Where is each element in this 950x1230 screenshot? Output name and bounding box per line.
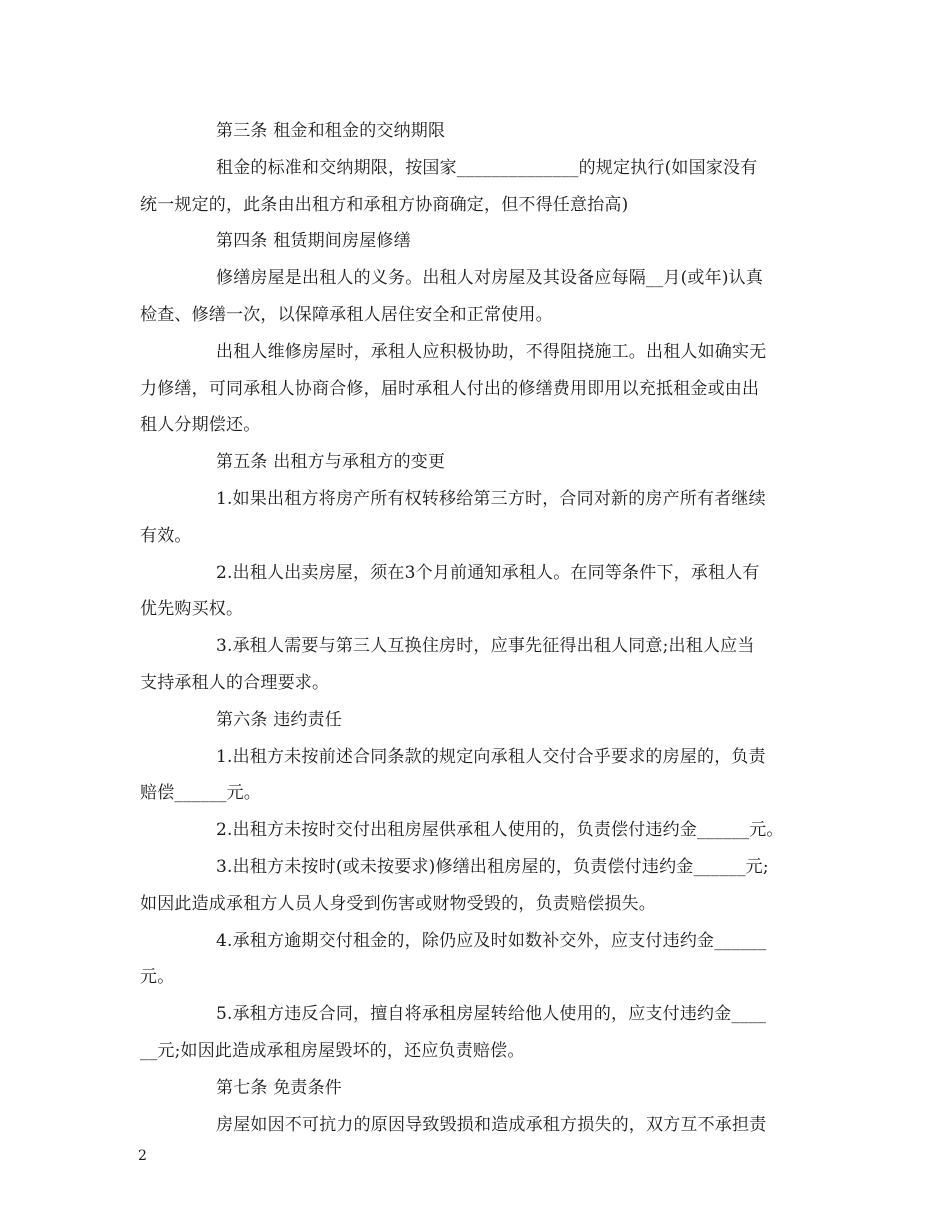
document-line: __元;如因此造成承租房屋毁坏的，还应负责赔偿。 [140, 1040, 525, 1061]
document-line: 第三条 租金和租金的交纳期限 [216, 121, 446, 141]
document-line: 2.出租方未按时交付出租房屋供承租人使用的，负责偿付违约金______元。 [216, 820, 784, 841]
document-line: 有效。 [140, 525, 192, 546]
document-line: 3.承租人需要与第三人互换住房时，应事先征得出租人同意;出租人应当 [216, 636, 755, 657]
document-line: 第四条 租赁期间房屋修缮 [216, 231, 411, 252]
document-line: 元。 [140, 967, 175, 988]
document-line: 第五条 出租方与承租方的变更 [216, 452, 446, 473]
document-line: 如因此造成承租方人员人身受到伤害或财物受毁的，负责赔偿损失。 [140, 893, 656, 914]
document-line: 优先购买权。 [140, 599, 244, 620]
document-line: 租金的标准和交纳期限，按国家______________的规定执行(如国家没有 [216, 157, 758, 178]
document-line: 租人分期偿还。 [140, 415, 261, 436]
document-line: 统一规定的，此条由出租方和承租方协商确定，但不得任意抬高) [140, 194, 629, 215]
document-line: 第六条 违约责任 [216, 709, 343, 730]
document-line: 修缮房屋是出租人的义务。出租人对房屋及其设备应每隔__月(或年)认真 [216, 268, 764, 289]
document-line: 5.承租方违反合同，擅自将承租房屋转给他人使用的，应支付违约金____ [216, 1004, 767, 1025]
document-line: 4.承租方逾期交付租金的，除仍应及时如数补交外，应支付违约金______ [216, 930, 767, 951]
document-line: 1.出租方未按前述合同条款的规定向承租人交付合乎要求的房屋的，负责 [216, 746, 766, 767]
document-line: 房屋如因不可抗力的原因导致毁损和造成承租方损失的，双方互不承担责 [216, 1114, 767, 1135]
document-line: 出租人维修房屋时，承租人应积极协助，不得阻挠施工。出租人如确实无 [216, 341, 767, 362]
document-line: 检查、修缮一次，以保障承租人居住安全和正常使用。 [140, 304, 553, 325]
document-line: 3.出租方未按时(或未按要求)修缮出租房屋的，负责偿付违约金______元; [216, 856, 769, 877]
document-line: 第七条 免责条件 [216, 1077, 343, 1098]
page-number: 2 [138, 1148, 147, 1164]
document-line: 1.如果出租方将房产所有权转移给第三方时，合同对新的房产所有者继续 [216, 488, 766, 509]
document-line: 支持承租人的合理要求。 [140, 672, 330, 693]
document-body [140, 113, 820, 1143]
document-line: 力修缮，可同承租人协商合修，届时承租人付出的修缮费用即用以充抵租金或由出 [140, 378, 760, 399]
document-line: 赔偿______元。 [140, 783, 261, 804]
document-line: 2.出租人出卖房屋，须在3个月前通知承租人。在同等条件下，承租人有 [216, 562, 760, 583]
